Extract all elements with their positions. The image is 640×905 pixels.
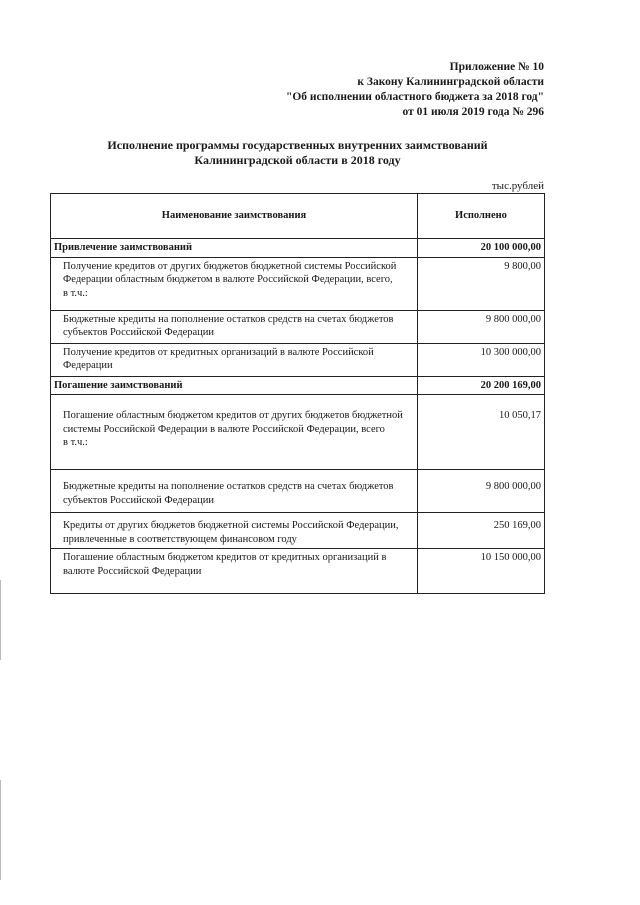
appendix-law-reference: к Закону Калининградской области: [357, 76, 544, 88]
table-row: [51, 470, 545, 513]
scan-edge-mark: [0, 580, 1, 660]
row-amount: 10 150 000,00: [418, 549, 545, 594]
row-amount: 9 800 000,00: [418, 310, 545, 343]
row-amount: 250 169,00: [418, 513, 545, 549]
row-note: в т.ч.:: [63, 437, 88, 448]
table-row: [51, 257, 545, 310]
table-row: [51, 549, 545, 594]
table-row: [51, 513, 545, 549]
row-amount: 10 300 000,00: [418, 343, 545, 376]
row-name: Погашение заимствований: [51, 376, 418, 395]
appendix-header: [286, 60, 544, 120]
row-name: Кредиты от других бюджетов бюджетной системы Российской Федерации, привлеченные в соответствующем финансовом году: [51, 513, 418, 549]
row-name: Получение кредитов от кредитных организаций в валюте Российской Федерации: [51, 343, 418, 376]
scan-edge-mark: [0, 780, 1, 880]
row-amount: 10 050,17: [418, 395, 545, 470]
row-amount: 9 800 000,00: [418, 470, 545, 513]
units-label: тыс.рублей: [491, 180, 544, 192]
table-row: [51, 395, 545, 470]
row-amount: 9 800,00: [418, 257, 545, 310]
table-row-repayment-total: [51, 376, 545, 395]
row-name: Привлечение заимствований: [51, 239, 418, 258]
row-note: в т.ч.:: [63, 287, 88, 299]
row-name: Получение кредитов от других бюджетов бюджетной системы Российской Федерации областным бюджетом в валюте Российской Федерации, всего,: [63, 260, 397, 285]
appendix-number: Приложение № 10: [449, 61, 544, 73]
table-row: [51, 343, 545, 376]
document-title: [60, 138, 535, 168]
row-amount: 20 100 000,00: [418, 239, 545, 258]
header-amount: Исполнено: [418, 194, 545, 239]
appendix-law-date: от 01 июля 2019 года № 296: [402, 106, 544, 118]
table-row-attraction-total: [51, 239, 545, 258]
table-header-row: [51, 194, 545, 239]
table-row: [51, 310, 545, 343]
row-name: Погашение областным бюджетом кредитов от других бюджетов бюджетной системы Российской Федерации в валюте Российской Федерации, всего: [63, 410, 403, 435]
row-name: Бюджетные кредиты на пополнение остатков средств на счетах бюджетов субъектов Российской Федерации: [51, 470, 418, 513]
document-title-line-1: Исполнение программы государственных внутренних заимствований: [107, 138, 488, 152]
row-amount: 20 200 169,00: [418, 376, 545, 395]
borrowings-table: [50, 193, 545, 594]
row-name: Бюджетные кредиты на пополнение остатков средств на счетах бюджетов субъектов Российской Федерации: [51, 310, 418, 343]
header-name: Наименование заимствования: [51, 194, 418, 239]
document-title-line-2: Калининградской области в 2018 году: [194, 153, 401, 167]
row-name: Погашение областным бюджетом кредитов от кредитных организаций в валюте Российской Федерации: [51, 549, 418, 594]
appendix-law-title: "Об исполнении областного бюджета за 2018 год": [285, 91, 544, 103]
